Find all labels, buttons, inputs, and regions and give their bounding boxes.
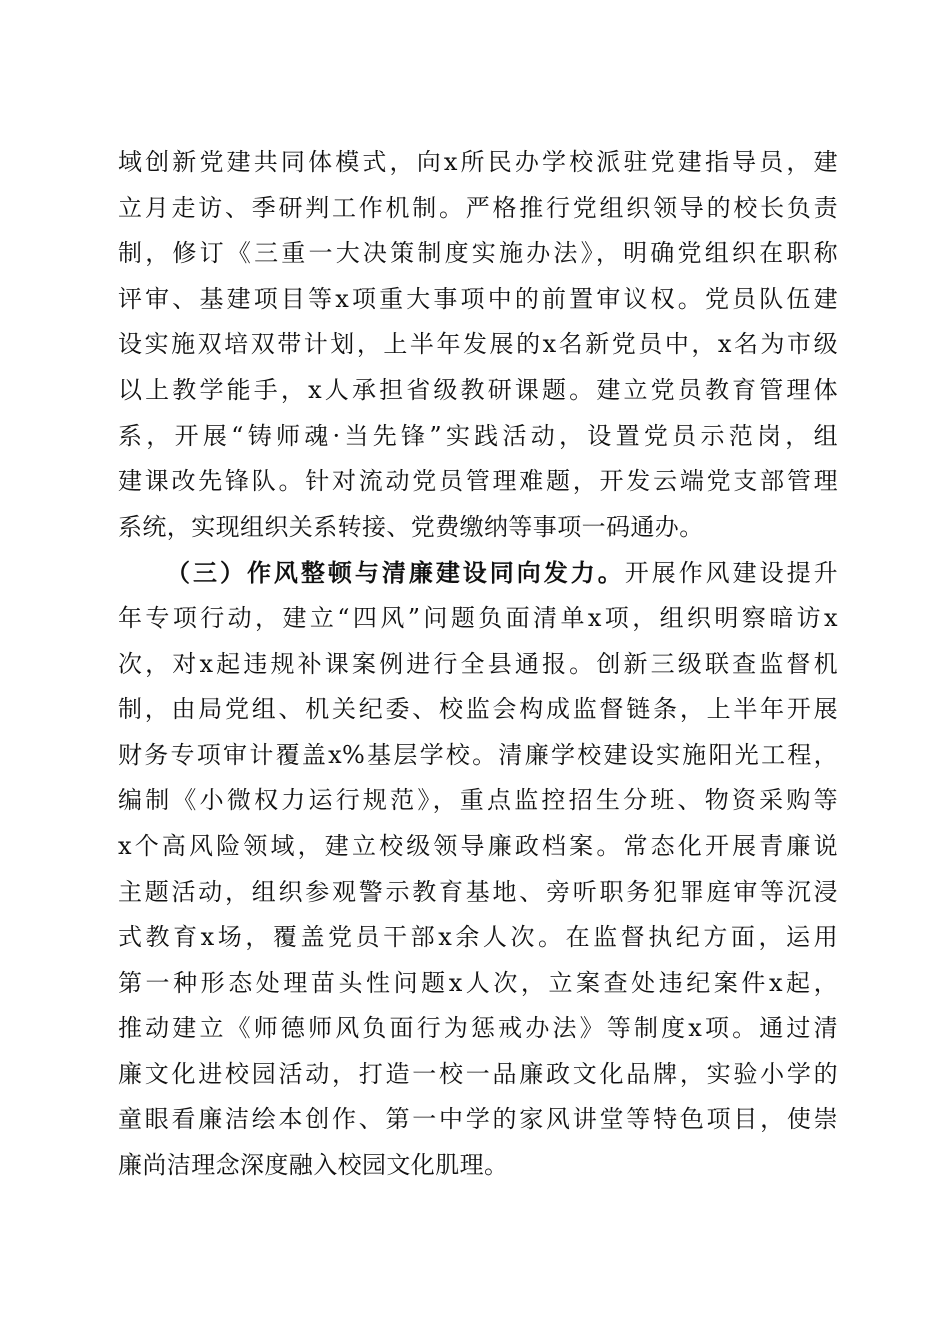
paragraph-line: 评审、基建项目等x项重大事项中的前置审议权。党员队伍建 bbox=[118, 284, 838, 313]
paragraph-line: 以上教学能手，x人承担省级教研课题。建立党员教育管理体 bbox=[118, 375, 838, 404]
paragraph-line: 主题活动，组织参观警示教育基地、旁听职务犯罪庭审等沉浸 bbox=[118, 877, 838, 906]
section-heading: （三）作风整顿与清廉建设同向发力。 bbox=[166, 558, 625, 588]
paragraph-integrity-building bbox=[118, 550, 838, 1188]
paragraph-line: 年专项行动，建立“四风”问题负面清单x项，组织明察暗访x bbox=[118, 603, 838, 632]
paragraph-line: 建课改先锋队。针对流动党员管理难题，开发云端党支部管理 bbox=[118, 467, 838, 496]
document-body bbox=[118, 140, 838, 1189]
paragraph-line: 廉尚洁理念深度融入校园文化肌理。 bbox=[118, 1151, 509, 1180]
paragraph-line: 童眼看廉洁绘本创作、第一中学的家风讲堂等特色项目，使崇 bbox=[118, 1105, 838, 1134]
section-heading-line bbox=[118, 550, 838, 596]
paragraph-line: 财务专项审计覆盖x%基层学校。清廉学校建设实施阳光工程， bbox=[118, 740, 838, 769]
paragraph-line: 制，修订《三重一大决策制度实施办法》，明确党组织在职称 bbox=[118, 239, 838, 268]
paragraph-line: 设实施双培双带计划，上半年发展的x名新党员中，x名为市级 bbox=[118, 330, 838, 359]
paragraph-line: 第一种形态处理苗头性问题x人次，立案查处违纪案件x起， bbox=[118, 968, 838, 997]
paragraph-line: 廉文化进校园活动，打造一校一品廉政文化品牌，实验小学的 bbox=[118, 1059, 838, 1088]
paragraph-line: 式教育x场，覆盖党员干部x余人次。在监督执纪方面，运用 bbox=[118, 923, 838, 952]
heading-line-rest: 开展作风建设提升 bbox=[624, 559, 838, 588]
paragraph-line: 系，开展“铸师魂·当先锋”实践活动，设置党员示范岗，组 bbox=[118, 421, 838, 450]
paragraph-line: 立月走访、季研判工作机制。严格推行党组织领导的校长负责 bbox=[118, 193, 838, 222]
paragraph-line: 制，由局党组、机关纪委、校监会构成监督链条，上半年开展 bbox=[118, 695, 838, 724]
paragraph-line: 推动建立《师德师风负面行为惩戒办法》等制度x项。通过清 bbox=[118, 1014, 838, 1043]
paragraph-line: 次，对x起违规补课案例进行全县通报。创新三级联查监督机 bbox=[118, 649, 838, 678]
paragraph-line: 系统，实现组织关系转接、党费缴纳等事项一码通办。 bbox=[118, 512, 704, 541]
paragraph-line: 编制《小微权力运行规范》，重点监控招生分班、物资采购等 bbox=[118, 786, 838, 815]
paragraph-line: x个高风险领域，建立校级领导廉政档案。常态化开展青廉说 bbox=[118, 831, 838, 860]
paragraph-party-building bbox=[118, 140, 838, 550]
paragraph-line: 域创新党建共同体模式，向x所民办学校派驻党建指导员，建 bbox=[118, 148, 838, 176]
